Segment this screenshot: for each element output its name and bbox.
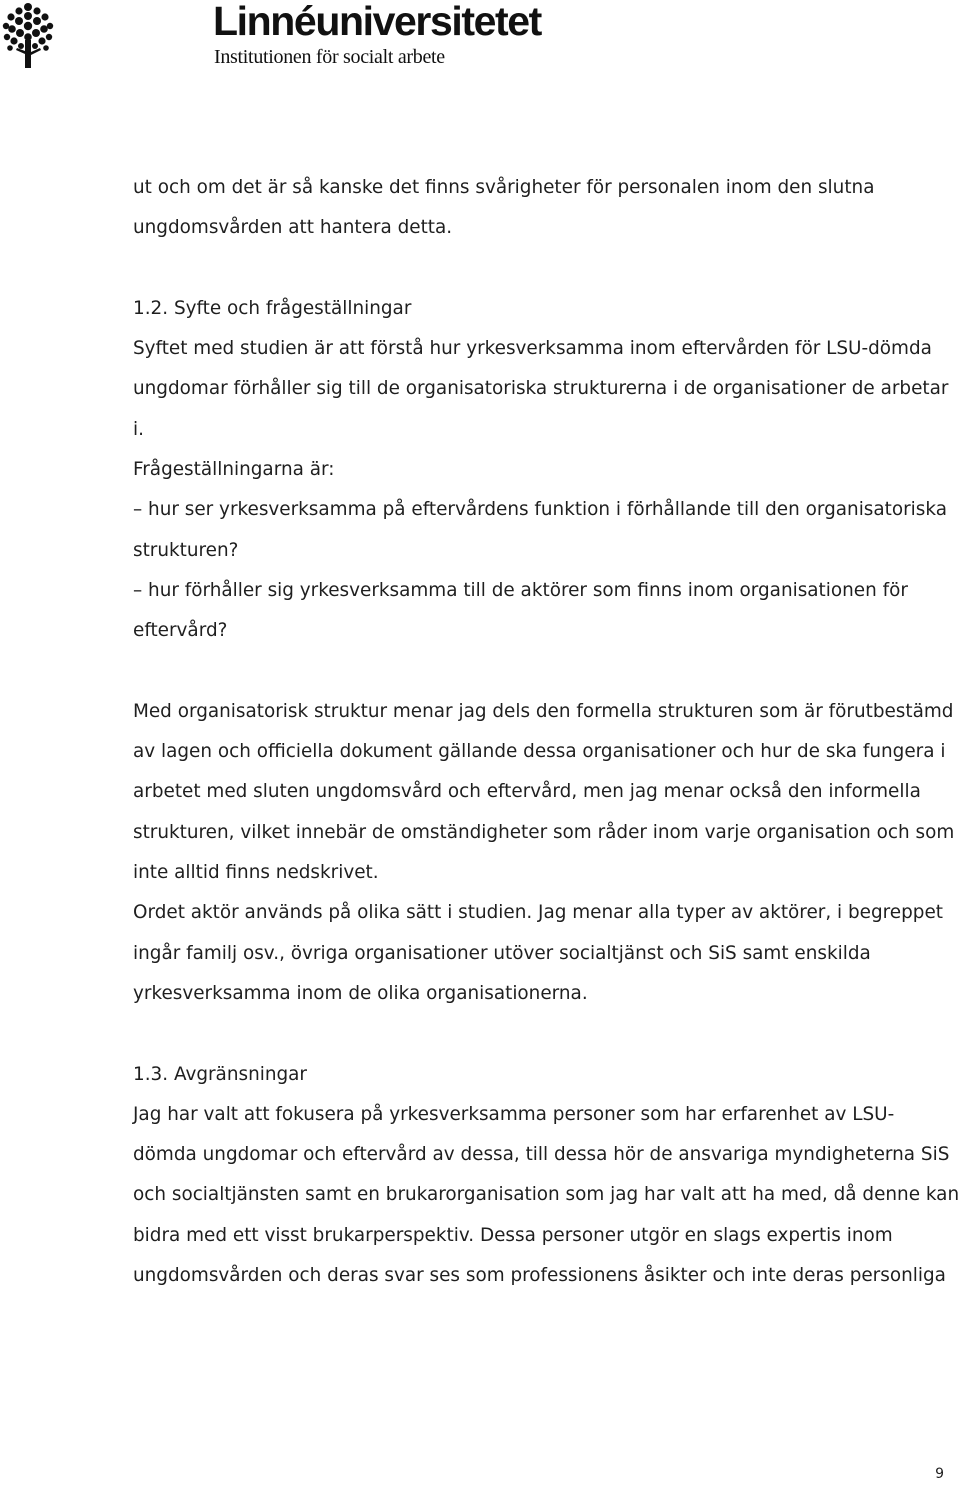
text-line: bidra med ett visst brukarperspektiv. Dessa personer utgör en slags expertis inom — [133, 1224, 893, 1246]
section-heading: 1.3. Avgränsningar — [133, 1063, 307, 1085]
text-line: Med organisatorisk struktur menar jag dels den formella strukturen som är förutbestämd — [133, 700, 954, 722]
section-heading: 1.2. Syfte och frågeställningar — [133, 297, 412, 319]
text-line: strukturen, vilket innebär de omständigheter som råder inom varje organisation och som — [133, 821, 955, 843]
question-line: – hur förhåller sig yrkesverksamma till de aktörer som finns inom organisationen för — [133, 579, 908, 601]
text-line: dömda ungdomar och eftervård av dessa, till dessa hör de ansvariga myndigheterna SiS — [133, 1144, 950, 1166]
paragraph-intro — [133, 168, 960, 249]
university-name: Linnéuniversitetet — [213, 0, 541, 44]
text-line: Ordet aktör används på olika sätt i studien. Jag menar alla typer av aktörer, i begreppet — [133, 902, 943, 924]
section-purpose-and-questions — [133, 289, 960, 652]
text-line: ut och om det är så kanske det finns svårigheter för personalen inom den slutna — [133, 177, 875, 198]
paragraph-definitions — [133, 692, 960, 1014]
question-line: eftervård? — [133, 620, 228, 642]
text-line: Jag har valt att fokusera på yrkesverksamma personer som har erfarenhet av LSU- — [133, 1103, 895, 1125]
text-line: ingår familj osv., övriga organisationer utöver socialtjänst och SiS samt enskilda — [133, 942, 871, 964]
text-line: ungdomsvården och deras svar ses som professionens åsikter och inte deras personliga — [133, 1265, 946, 1287]
text-line: i. — [133, 418, 144, 440]
text-line: ungdomsvården att hantera detta. — [133, 217, 453, 239]
document-body — [133, 168, 960, 1296]
university-tree-logo — [2, 2, 54, 70]
text-line: Syftet med studien är att förstå hur yrkesverksamma inom eftervården för LSU-dömda — [133, 338, 932, 360]
text-line: av lagen och officiella dokument gällande dessa organisationer och hur de ska fungera i — [133, 741, 946, 763]
page-number: 9 — [935, 1466, 944, 1482]
section-delimitations — [133, 1055, 960, 1297]
text-line: Frågeställningarna är: — [133, 459, 335, 481]
text-line: arbetet med sluten ungdomsvård och eftervård, men jag menar också den informella — [133, 781, 921, 803]
question-line: strukturen? — [133, 539, 239, 561]
text-line: yrkesverksamma inom de olika organisationerna. — [133, 982, 588, 1004]
text-line: ungdomar förhåller sig till de organisatoriska strukturerna i de organisationer de arbetar — [133, 378, 949, 400]
question-line: – hur ser yrkesverksamma på eftervårdens funktion i förhållande till den organisatoriska — [133, 499, 947, 521]
page-header — [0, 0, 960, 80]
department-name: Institutionen för socialt arbete — [214, 46, 445, 68]
text-line: inte alltid finns nedskrivet. — [133, 862, 379, 884]
text-line: och socialtjänsten samt en brukarorganisation som jag har valt att ha med, då denne kan — [133, 1184, 960, 1206]
